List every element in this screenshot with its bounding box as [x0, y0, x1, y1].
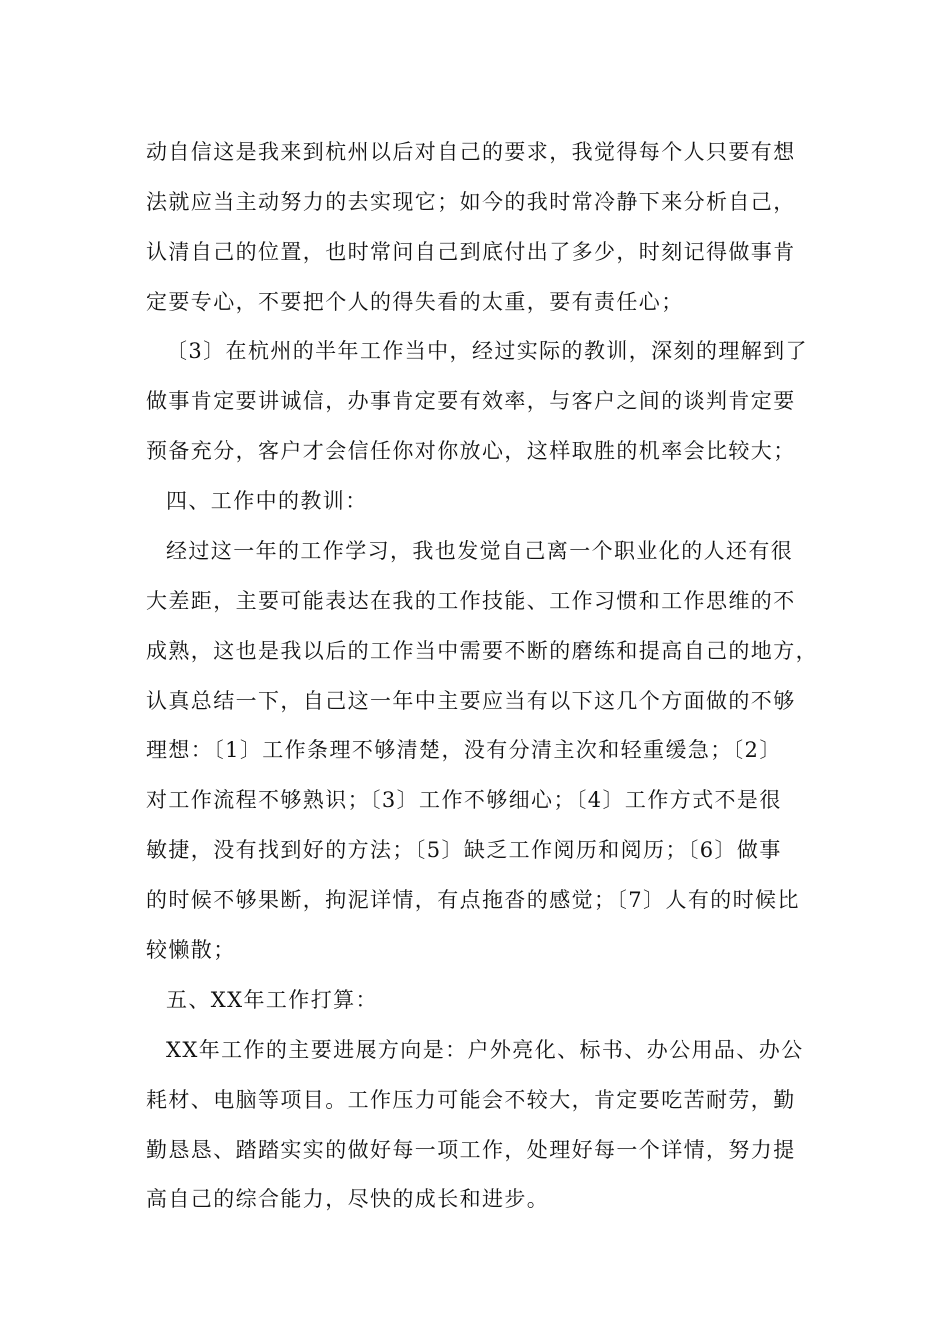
text-line: 经过这一年的工作学习，我也发觉自己离一个职业化的人还有很 — [166, 539, 794, 563]
text-line: 大差距，主要可能表达在我的工作技能、工作习惯和工作思维的不 — [146, 589, 796, 613]
text-line: 动自信这是我来到杭州以后对自己的要求，我觉得每个人只要有想 — [146, 140, 796, 164]
text-line: 理想：〔1〕工作条理不够清楚，没有分清主次和轻重缓急；〔2〕 — [146, 738, 782, 762]
text-line: 认真总结一下，自己这一年中主要应当有以下这几个方面做的不够 — [146, 689, 796, 713]
section-heading: 五、XX年工作打算： — [166, 988, 378, 1012]
text-line: 做事肯定要讲诚信，办事肯定要有效率，与客户之间的谈判肯定要 — [146, 389, 796, 413]
text-line: 较懒散； — [146, 938, 236, 962]
text-line: 高自己的综合能力，尽快的成长和进步。 — [146, 1187, 550, 1211]
text-line: 对工作流程不够熟识；〔3〕工作不够细心；〔4〕工作方式不是很 — [146, 788, 782, 812]
text-line: 定要专心，不要把个人的得失看的太重，要有责任心； — [146, 290, 684, 314]
text-line: 〔3〕在杭州的半年工作当中，经过实际的教训，深刻的理解到了 — [166, 339, 808, 363]
text-line: 耗材、电脑等项目。工作压力可能会不较大，肯定要吃苦耐劳，勤 — [146, 1088, 796, 1112]
text-line: XX年工作的主要进展方向是：户外亮化、标书、办公用品、办公 — [166, 1038, 804, 1062]
text-line: 敏捷，没有找到好的方法；〔5〕缺乏工作阅历和阅历；〔6〕做事 — [146, 838, 782, 862]
text-line: 成熟，这也是我以后的工作当中需要不断的磨练和提高自己的地方， — [146, 639, 818, 663]
text-line: 勤恳恳、踏踏实实的做好每一项工作，处理好每一个详情，努力提 — [146, 1138, 796, 1162]
text-line: 的时候不够果断，拘泥详情，有点拖沓的感觉；〔7〕人有的时候比 — [146, 888, 800, 912]
text-line: 法就应当主动努力的去实现它；如今的我时常冷静下来分析自己， — [146, 190, 796, 214]
text-line: 认清自己的位置，也时常问自己到底付出了多少，时刻记得做事肯 — [146, 240, 796, 264]
text-line: 预备充分，客户才会信任你对你放心，这样取胜的机率会比较大； — [146, 439, 796, 463]
section-heading: 四、工作中的教训： — [166, 489, 368, 513]
